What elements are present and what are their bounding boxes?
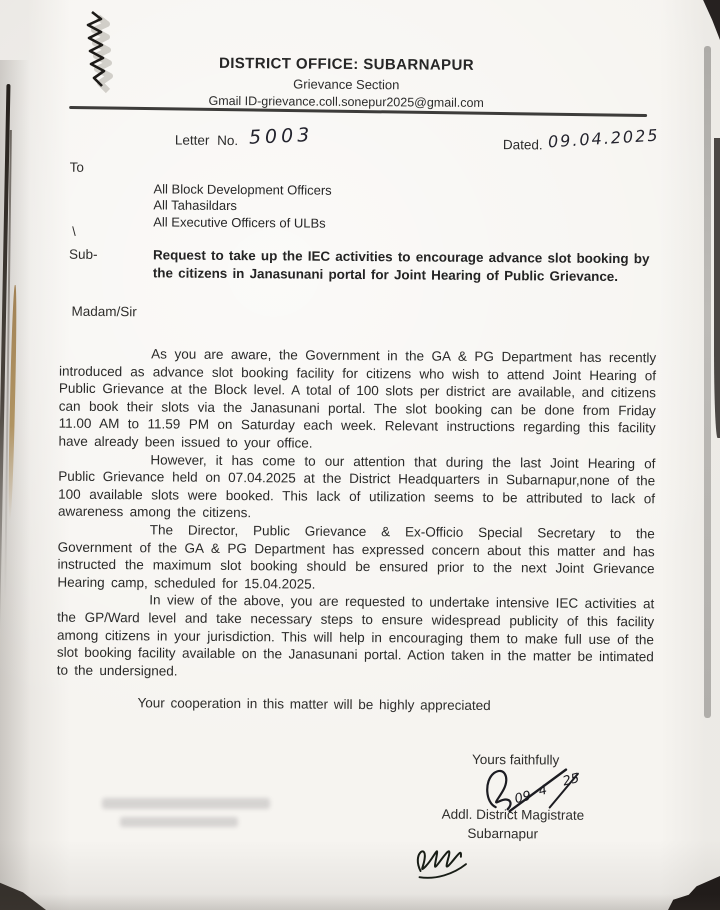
addressee-line: All Tahasildars: [153, 197, 238, 214]
paragraph: The Director, Public Grievance & Ex-Officio Special Secretary to the Government of the GA & PG Department has expressed concern about this matter and has instructed the maximum slot booking should be ensured prior to the next Joint Grievance Hearing camp, scheduled for 15.04.2025.: [57, 522, 655, 592]
paragraph: However, it has come to our attention that during the last Joint Hearing of Public Grievance held on 07.04.2025 at the District Headquarters in Subarnapur,none of the 100 available slots were booked. This lack of utilization seems to be attributed to lack of awareness among the citizens.: [57, 451, 656, 521]
svg-text:4: 4: [537, 782, 549, 800]
signatory-place: Subarnapur: [467, 825, 539, 842]
signatory-designation: Addl. District Magistrate: [441, 806, 585, 823]
section-title: Grievance Section: [293, 76, 400, 93]
email-line: Gmail ID-grievance.coll.sonepur2025@gmail.com: [208, 93, 484, 110]
dated-label: Dated.: [502, 137, 543, 153]
letter-body: [57, 345, 657, 684]
addressee-line: All Executive Officers of ULBs: [153, 214, 326, 231]
valediction: Yours faithfully: [471, 751, 560, 768]
office-title: DISTRICT OFFICE: SUBARNAPUR: [218, 54, 475, 74]
to-label: To: [69, 159, 85, 175]
addressee-line: All Block Development Officers: [153, 181, 332, 198]
stray-pen-mark: \: [72, 223, 76, 239]
letter-no-label: Letter No.: [174, 132, 239, 149]
subject-label: Sub-: [68, 246, 98, 262]
letter-no-handwritten: 5003: [248, 123, 314, 149]
addressee-list: [153, 181, 332, 232]
letterhead: [0, 53, 694, 111]
signature-date-text: 09: [513, 788, 533, 808]
closing-line: Your cooperation in this matter will be highly appreciated: [137, 695, 491, 714]
date-handwritten: 09.04.2025: [547, 125, 661, 152]
salutation: Madam/Sir: [71, 303, 137, 320]
paragraph: As you are aware, the Government in the GA & PG Department has recently introduced as advance slot booking facility for citizens who wish to attend Joint Hearing of Public Grievance at the Block level. A total of 100 slots per district are available, and citizens can book their slots via the Janasunani portal. The slot booking can be done from Friday 11.00 AM to 11.59 PM on Saturday each week. Relevant instructions regarding this facility have already been issued to your office.: [58, 346, 657, 451]
paragraph: In view of the above, you are requested to undertake intensive IEC activities at the GP/Ward level and take necessary steps to ensure widespread publicity of this facility among citizens in your jurisdiction. This will help in encouraging them to make full use of the slot booking facility available on the Janasunani portal. Action taken in the matter be intimated to the undersigned.: [56, 592, 655, 679]
initial-scribble: [408, 831, 488, 888]
subject-text: Request to take up the IEC activities to encourage advance slot booking by the citizens in Janasunani portal for Joint Hearing of Public Grievance.: [152, 247, 650, 284]
svg-text:25: 25: [561, 771, 581, 790]
